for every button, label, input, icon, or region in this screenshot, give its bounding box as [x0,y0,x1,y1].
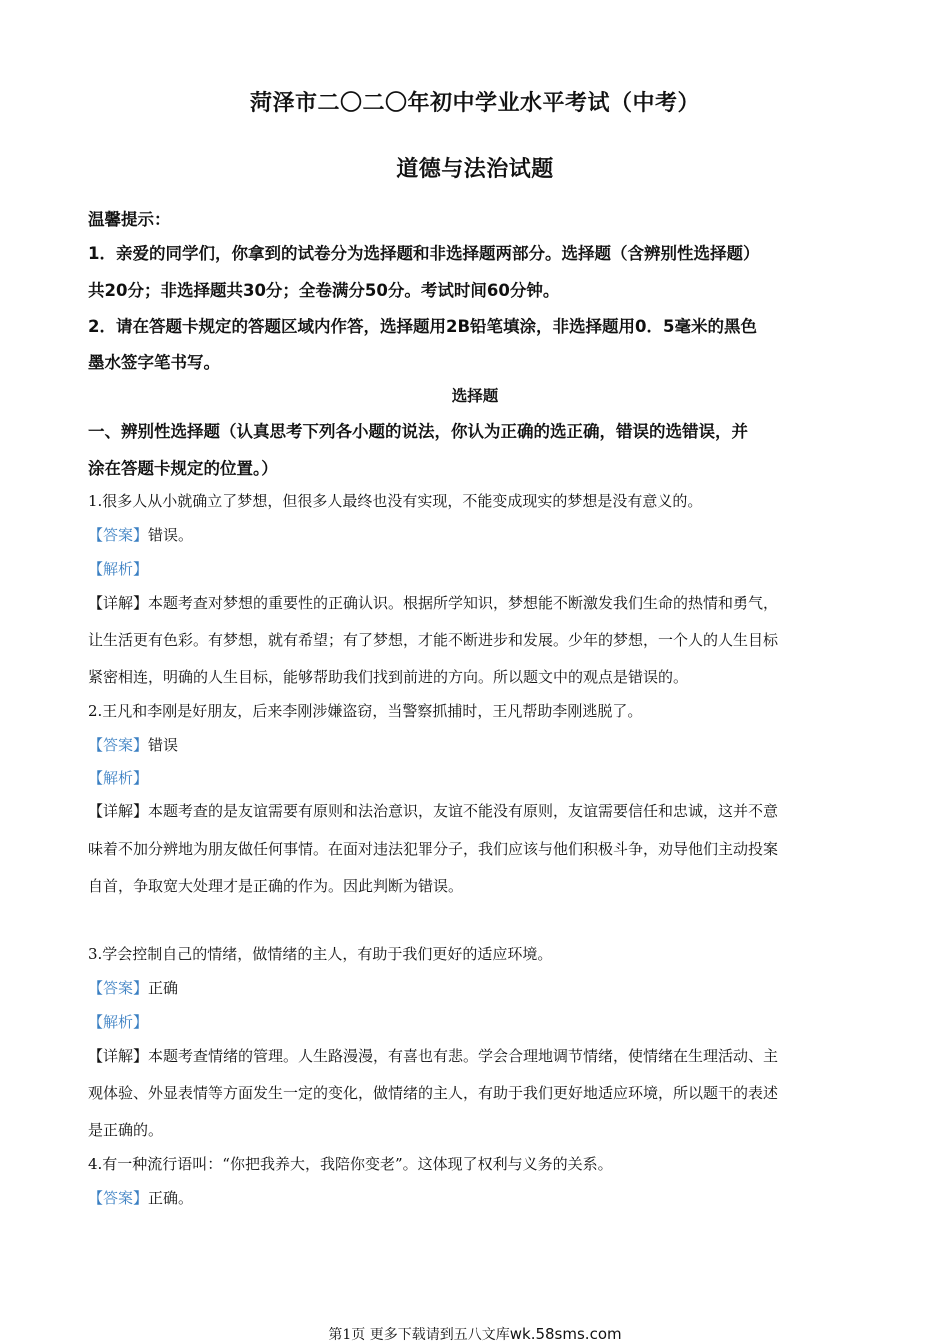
answer-tag: 【答案】 [88,1189,149,1207]
tips-line-1b: 共20分；非选择题共30分；全卷满分50分。考试时间60分钟。 [88,281,560,300]
answer-1 [88,524,868,545]
detail-tag: 【详解】 [88,1047,149,1065]
page-footer [0,1324,950,1344]
answer-2 [88,734,868,755]
section-heading-a: 一、辨别性选择题（认真思考下列各小题的说法，你认为正确的选正确，错误的选错误，并 [88,422,748,441]
analysis-tag-1: 【解析】 [88,560,149,578]
question-4: 4.有一种流行语叫：“你把我养大，我陪你变老”。这体现了权利与义务的关系。 [88,1155,613,1173]
detail-2a [88,800,868,821]
tips-line-2a: 2．请在答题卡规定的答题区域内作答，选择题用2B铅笔填涂，非选择题用0．5毫米的黑色 [88,317,757,336]
detail-1a [88,592,868,613]
question-2: 2.王凡和李刚是好朋友，后来李刚涉嫌盗窃，当警察抓捕时，王凡帮助李刚逃脱了。 [88,702,643,720]
answer-tag: 【答案】 [88,526,149,544]
analysis-tag-3: 【解析】 [88,1013,149,1031]
footer-page-suffix: 页 更多下载请到五八文库 [351,1327,510,1343]
footer-url-link[interactable]: wk.58sms.com [509,1325,622,1343]
answer-value: 错误 [148,736,179,754]
footer-page-number: 1 [342,1327,352,1343]
exam-subtitle: 道德与法治试题 [396,157,554,182]
tips-heading: 温馨提示： [88,210,171,229]
detail-3a [88,1045,868,1066]
detail-text: 本题考查的是友谊需要有原则和法治意识，友谊不能没有原则，友谊需要信任和忠诚，这并不意 [148,802,779,820]
detail-3b: 观体验、外显表情等方面发生一定的变化，做情绪的主人，有助于我们更好地适应环境，所以题干的表述 [88,1084,779,1102]
detail-3c: 是正确的。 [88,1121,164,1139]
answer-3 [88,977,868,998]
answer-value: 正确 [148,979,179,997]
question-3: 3.学会控制自己的情绪，做情绪的主人，有助于我们更好的适应环境。 [88,945,553,963]
detail-2c: 自首，争取宽大处理才是正确的作为。因此判断为错误。 [88,877,464,895]
answer-tag: 【答案】 [88,736,149,754]
section-heading-b: 涂在答题卡规定的位置。） [88,459,278,478]
detail-tag: 【详解】 [88,594,149,612]
analysis-tag-2: 【解析】 [88,769,149,787]
detail-2b: 味着不加分辨地为朋友做任何事情。在面对违法犯罪分子，我们应该与他们积极斗争，劝导他们主动投案 [88,840,779,858]
answer-value: 正确。 [148,1189,194,1207]
question-1: 1.很多人从小就确立了梦想，但很多人最终也没有实现，不能变成现实的梦想是没有意义的。 [88,492,703,510]
detail-text: 本题考查对梦想的重要性的正确认识。根据所学知识，梦想能不断激发我们生命的热情和勇气， [148,594,779,612]
detail-tag: 【详解】 [88,802,149,820]
footer-page-prefix: 第 [328,1327,343,1343]
exam-title: 菏泽市二〇二〇年初中学业水平考试（中考） [249,91,700,116]
answer-4 [88,1187,868,1208]
detail-1c: 紧密相连，明确的人生目标，能够帮助我们找到前进的方向。所以题文中的观点是错误的。 [88,668,689,686]
detail-text: 本题考查情绪的管理。人生路漫漫，有喜也有悲。学会合理地调节情绪，使情绪在生理活动、主 [148,1047,779,1065]
tips-line-1a: 1．亲爱的同学们，你拿到的试卷分为选择题和非选择题两部分。选择题（含辨别性选择题） [88,244,760,263]
section-label: 选择题 [451,387,499,405]
answer-tag: 【答案】 [88,979,149,997]
tips-line-2b: 墨水签字笔书写。 [88,353,220,372]
answer-value: 错误。 [148,526,194,544]
detail-1b: 让生活更有色彩。有梦想，就有希望；有了梦想，才能不断进步和发展。少年的梦想，一个人的人生目标 [88,631,779,649]
